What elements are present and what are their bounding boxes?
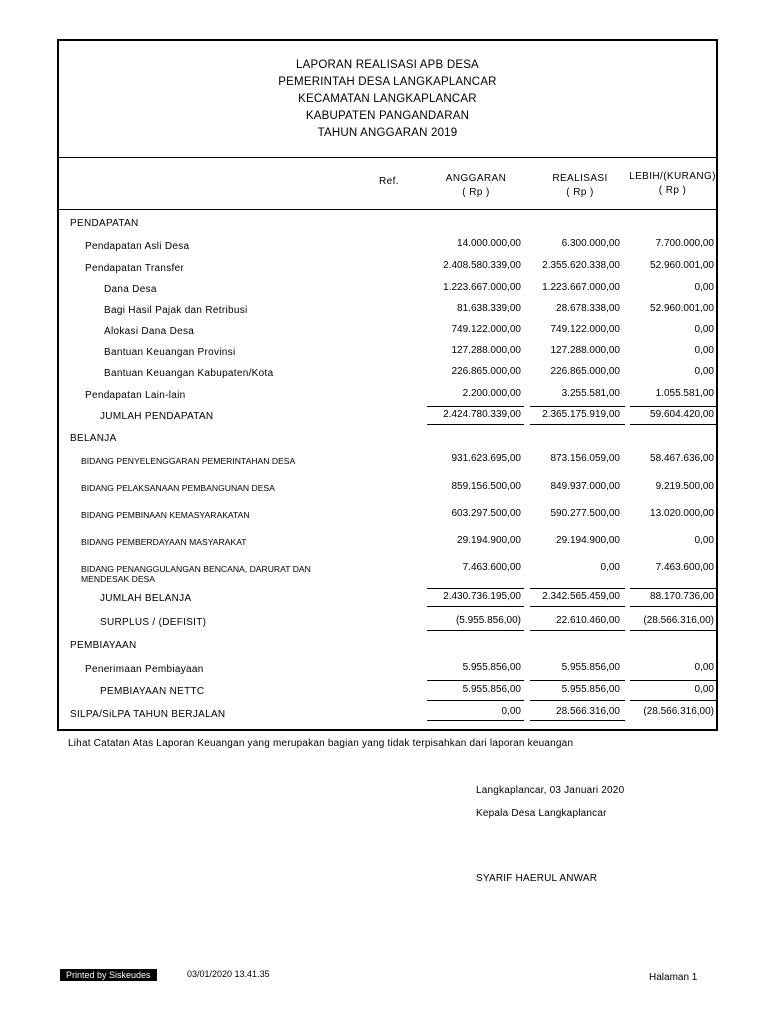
section-belanja: BELANJA [70,433,117,444]
row-label: Pendapatan Lain-lain [85,390,186,401]
report-title [59,57,716,142]
cell-lebih: 0,00 [694,345,714,356]
cell-anggaran: 29.194.900,00 [457,535,521,546]
cell-realisasi: 590.277.500,00 [550,508,620,519]
row-label: Penerimaan Pembiayaan [85,664,204,675]
row-label: Bantuan Keuangan Kabupaten/Kota [104,368,274,379]
row-label: Bantuan Keuangan Provinsi [104,347,236,358]
total-underline [630,700,718,701]
title-divider [59,157,716,158]
subtotal-underline [427,406,524,407]
subtotal-underline [530,406,625,407]
cell-anggaran: (5.955.856,00) [455,615,521,626]
cell-anggaran: 0,00 [501,706,521,717]
cell-realisasi: 28.566.316,00 [556,706,620,717]
cell-lebih: 0,00 [694,366,714,377]
cell-anggaran: 603.297.500,00 [451,508,521,519]
silpa-label: SILPA/SiLPA TAHUN BERJALAN [70,709,226,720]
cell-anggaran: 2.430.736.195,00 [443,591,521,602]
footnote: Lihat Catatan Atas Laporan Keuangan yang merupakan bagian yang tidak terpisahkan dari laporan keuangan [68,738,574,749]
silpa-underline [530,720,625,721]
printed-timestamp: 03/01/2020 13.41.35 [187,969,270,979]
row-label: BIDANG PEMBERDAYAAN MASYARAKAT [81,537,247,547]
cell-realisasi: 226.865.000,00 [550,366,620,377]
surplus-underline [630,630,718,631]
cell-realisasi: 849.937.000,00 [550,481,620,492]
title-line-1: LAPORAN REALISASI APB DESA [296,59,479,71]
row-label: Dana Desa [104,284,157,295]
cell-realisasi: 2.342.565.459,00 [542,591,620,602]
cell-realisasi: 873.156.059,00 [550,453,620,464]
cell-lebih: (28.566.316,00) [643,706,714,717]
cell-anggaran: 859.156.500,00 [451,481,521,492]
cell-anggaran: 226.865.000,00 [451,366,521,377]
cell-lebih: 0,00 [694,324,714,335]
cell-lebih: 0,00 [694,282,714,293]
surplus-underline [427,630,524,631]
cell-anggaran: 7.463.600,00 [462,562,521,573]
cell-anggaran: 749.122.000,00 [451,324,521,335]
cell-anggaran: 1.223.667.000,00 [443,282,521,293]
row-label: BIDANG PENYELENGGARAN PEMERINTAHAN DESA [81,456,296,466]
cell-lebih: (28.566.316,00) [643,615,714,626]
cell-lebih: 9.219.500,00 [655,481,714,492]
subtotal-underline [530,588,625,589]
surplus-underline [530,630,625,631]
total-underline [427,606,524,607]
page-number: Halaman 1 [649,972,698,983]
row-label-continued: MENDESAK DESA [81,574,156,584]
cell-realisasi: 0,00 [600,562,620,573]
signature-name: SYARIF HAERUL ANWAR [476,873,598,884]
cell-realisasi: 1.223.667.000,00 [542,282,620,293]
subtotal-underline [630,406,718,407]
total-underline [427,424,524,425]
col-header-realisasi [532,172,628,200]
cell-anggaran: 931.623.695,00 [451,453,521,464]
cell-lebih: 13.020.000,00 [650,508,714,519]
row-label: Pendapatan Transfer [85,263,185,274]
total-belanja-label: JUMLAH BELANJA [100,593,192,604]
cell-lebih: 0,00 [694,662,714,673]
cell-lebih: 0,00 [694,535,714,546]
header-divider [59,209,716,210]
title-line-3: KECAMATAN LANGKAPLANCAR [298,93,477,105]
total-underline [630,424,718,425]
cell-realisasi: 22.610.460,00 [556,615,620,626]
row-label: Bagi Hasil Pajak dan Retribusi [104,305,248,316]
printed-by-badge: Printed by Siskeudes [60,969,157,981]
subtotal-underline [630,680,718,681]
row-label: BIDANG PEMBINAAN KEMASYARAKATAN [81,510,250,520]
cell-anggaran: 2.200.000,00 [462,388,521,399]
surplus-label: SURPLUS / (DEFISIT) [100,617,207,628]
col-header-anggaran-label: ANGGARAN [445,173,507,184]
total-underline [630,606,718,607]
col-header-ref: Ref. [379,176,399,187]
cell-realisasi: 29.194.900,00 [556,535,620,546]
title-line-2: PEMERINTAH DESA LANGKAPLANCAR [278,76,497,88]
cell-realisasi: 28.678.338,00 [556,303,620,314]
col-header-anggaran-unit: ( Rp ) [462,187,490,198]
cell-realisasi: 749.122.000,00 [550,324,620,335]
cell-realisasi: 3.255.581,00 [561,388,620,399]
total-underline [427,700,524,701]
subtotal-underline [630,588,718,589]
total-underline [530,424,625,425]
cell-realisasi: 5.955.856,00 [561,684,620,695]
title-line-5: TAHUN ANGGARAN 2019 [317,127,458,139]
cell-realisasi: 2.365.175.919,00 [542,409,620,420]
title-line-4: KABUPATEN PANGANDARAN [305,110,470,122]
cell-anggaran: 5.955.856,00 [462,684,521,695]
cell-realisasi: 2.355.620.338,00 [542,260,620,271]
total-pendapatan-label: JUMLAH PENDAPATAN [100,411,214,422]
row-label: Pendapatan Asli Desa [85,241,190,252]
cell-anggaran: 127.288.000,00 [451,345,521,356]
signature-position: Kepala Desa Langkaplancar [476,808,607,819]
col-header-lebih-label: LEBIH/(KURANG) [629,171,716,182]
col-header-realisasi-unit: ( Rp ) [566,187,594,198]
cell-lebih: 58.467.636,00 [650,453,714,464]
cell-lebih: 1.055.581,00 [655,388,714,399]
cell-lebih: 59.604.420,00 [650,409,714,420]
cell-anggaran: 2.408.580.339,00 [443,260,521,271]
total-underline [530,700,625,701]
col-header-lebih [625,170,720,198]
row-label: Alokasi Dana Desa [104,326,195,337]
section-pembiayaan: PEMBIAYAAN [70,640,137,651]
cell-lebih: 7.463.600,00 [655,562,714,573]
subtotal-underline [427,588,524,589]
cell-lebih: 52.960.001,00 [650,303,714,314]
col-header-lebih-unit: ( Rp ) [658,185,687,196]
cell-lebih: 88.170.736,00 [650,591,714,602]
row-label: BIDANG PELAKSANAAN PEMBANGUNAN DESA [81,483,275,493]
row-label: BIDANG PENANGGULANGAN BENCANA, DARURAT DAN [81,564,311,574]
silpa-underline [427,720,524,721]
subtotal-underline [530,680,625,681]
subtotal-underline [427,680,524,681]
section-pendapatan: PENDAPATAN [70,218,139,229]
cell-lebih: 7.700.000,00 [655,238,714,249]
cell-realisasi: 5.955.856,00 [561,662,620,673]
pembiayaan-netto-label: PEMBIAYAAN NETTC [100,686,205,697]
cell-realisasi: 127.288.000,00 [550,345,620,356]
signature-place-date: Langkaplancar, 03 Januari 2020 [476,785,625,796]
cell-lebih: 52.960.001,00 [650,260,714,271]
cell-anggaran: 5.955.856,00 [462,662,521,673]
cell-anggaran: 2.424.780.339,00 [443,409,521,420]
cell-lebih: 0,00 [694,684,714,695]
col-header-anggaran [431,172,521,200]
cell-anggaran: 14.000.000,00 [457,238,521,249]
cell-realisasi: 6.300.000,00 [561,238,620,249]
cell-anggaran: 81.638.339,00 [457,303,521,314]
col-header-realisasi-label: REALISASI [552,173,608,184]
total-underline [530,606,625,607]
